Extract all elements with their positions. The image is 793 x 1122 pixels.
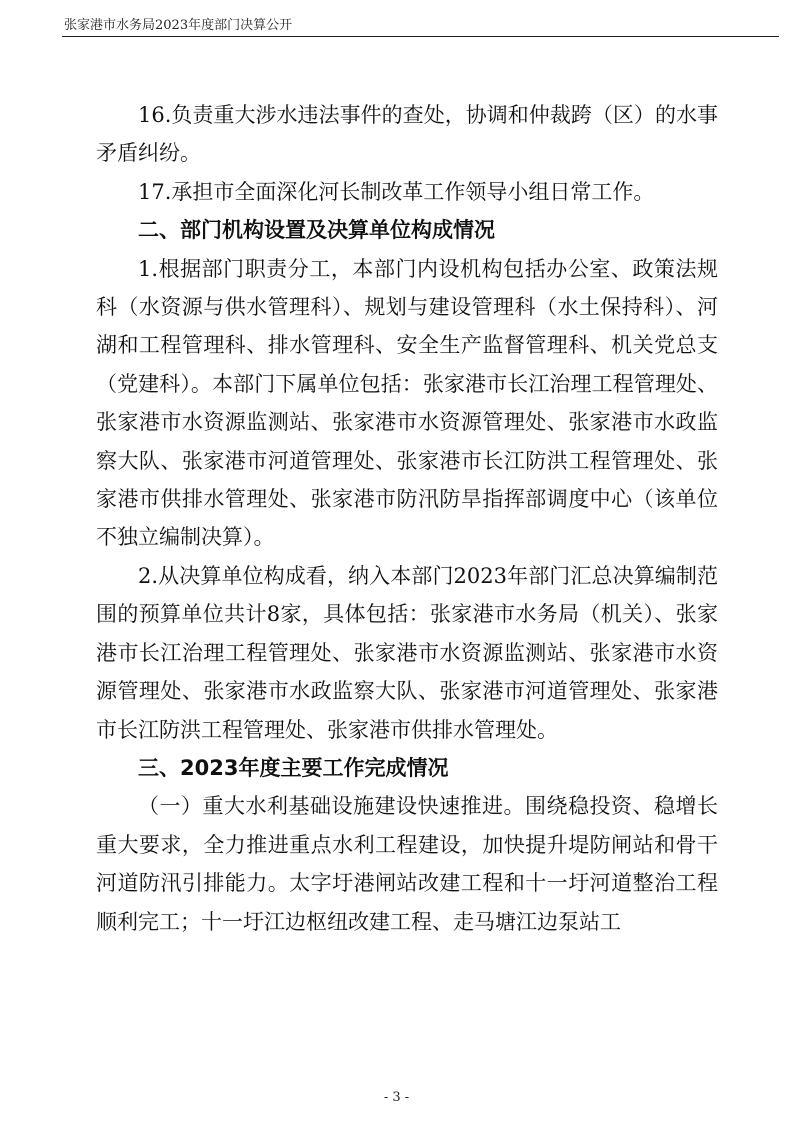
page-header-title: 张家港市水务局2023年度部门决算公开	[64, 18, 293, 33]
section-heading-3: 三、2023年度主要工作完成情况	[138, 755, 449, 780]
header-rule	[62, 36, 779, 37]
document-body	[96, 96, 718, 941]
paragraph-work-1: （一）重大水利基础设施建设快速推进。围绕稳投资、稳增长重大要求，全力推进重点水利工程建设，加快提升堤防闸站和骨干河道防汛引排能力。太字圩港闸站改建工程和十一圩河道整治工程顺利完工；十一圩江边枢纽改建工程、走马塘江边泵站工	[96, 794, 718, 934]
paragraph-internal-units: 1.根据部门职责分工，本部门内设机构包括办公室、政策法规科（水资源与供水管理科）、规划与建设管理科（水土保持科）、河湖和工程管理科、排水管理科、安全生产监督管理科、机关党总支（党建科）。本部门下属单位包括：张家港市长江治理工程管理处、张家港市水资源监测站、张家港市水资源管理处、张家港市水政监察大队、张家港市河道管理处、张家港市长江防洪工程管理处、张家港市供排水管理处、张家港市防汛防旱指挥部调度中心（该单位不独立编制决算）。	[96, 256, 718, 550]
paragraph-duty-17: 17.承担市全面深化河长制改革工作领导小组日常工作。	[138, 179, 655, 204]
section-heading-2: 二、部门机构设置及决算单位构成情况	[138, 218, 495, 243]
paragraph-duty-16: 16.负责重大涉水违法事件的查处，协调和仲裁跨（区）的水事矛盾纠纷。	[96, 103, 718, 166]
paragraph-budget-units: 2.从决算单位构成看，纳入本部门2023年部门汇总决算编制范围的预算单位共计8家，具体包括：张家港市水务局（机关）、张家港市长江治理工程管理处、张家港市水资源监测站、张家港市水资源管理处、张家港市水政监察大队、张家港市河道管理处、张家港市长江防洪工程管理处、张家港市供排水管理处。	[96, 563, 718, 742]
page-number: - 3 -	[383, 1090, 410, 1105]
